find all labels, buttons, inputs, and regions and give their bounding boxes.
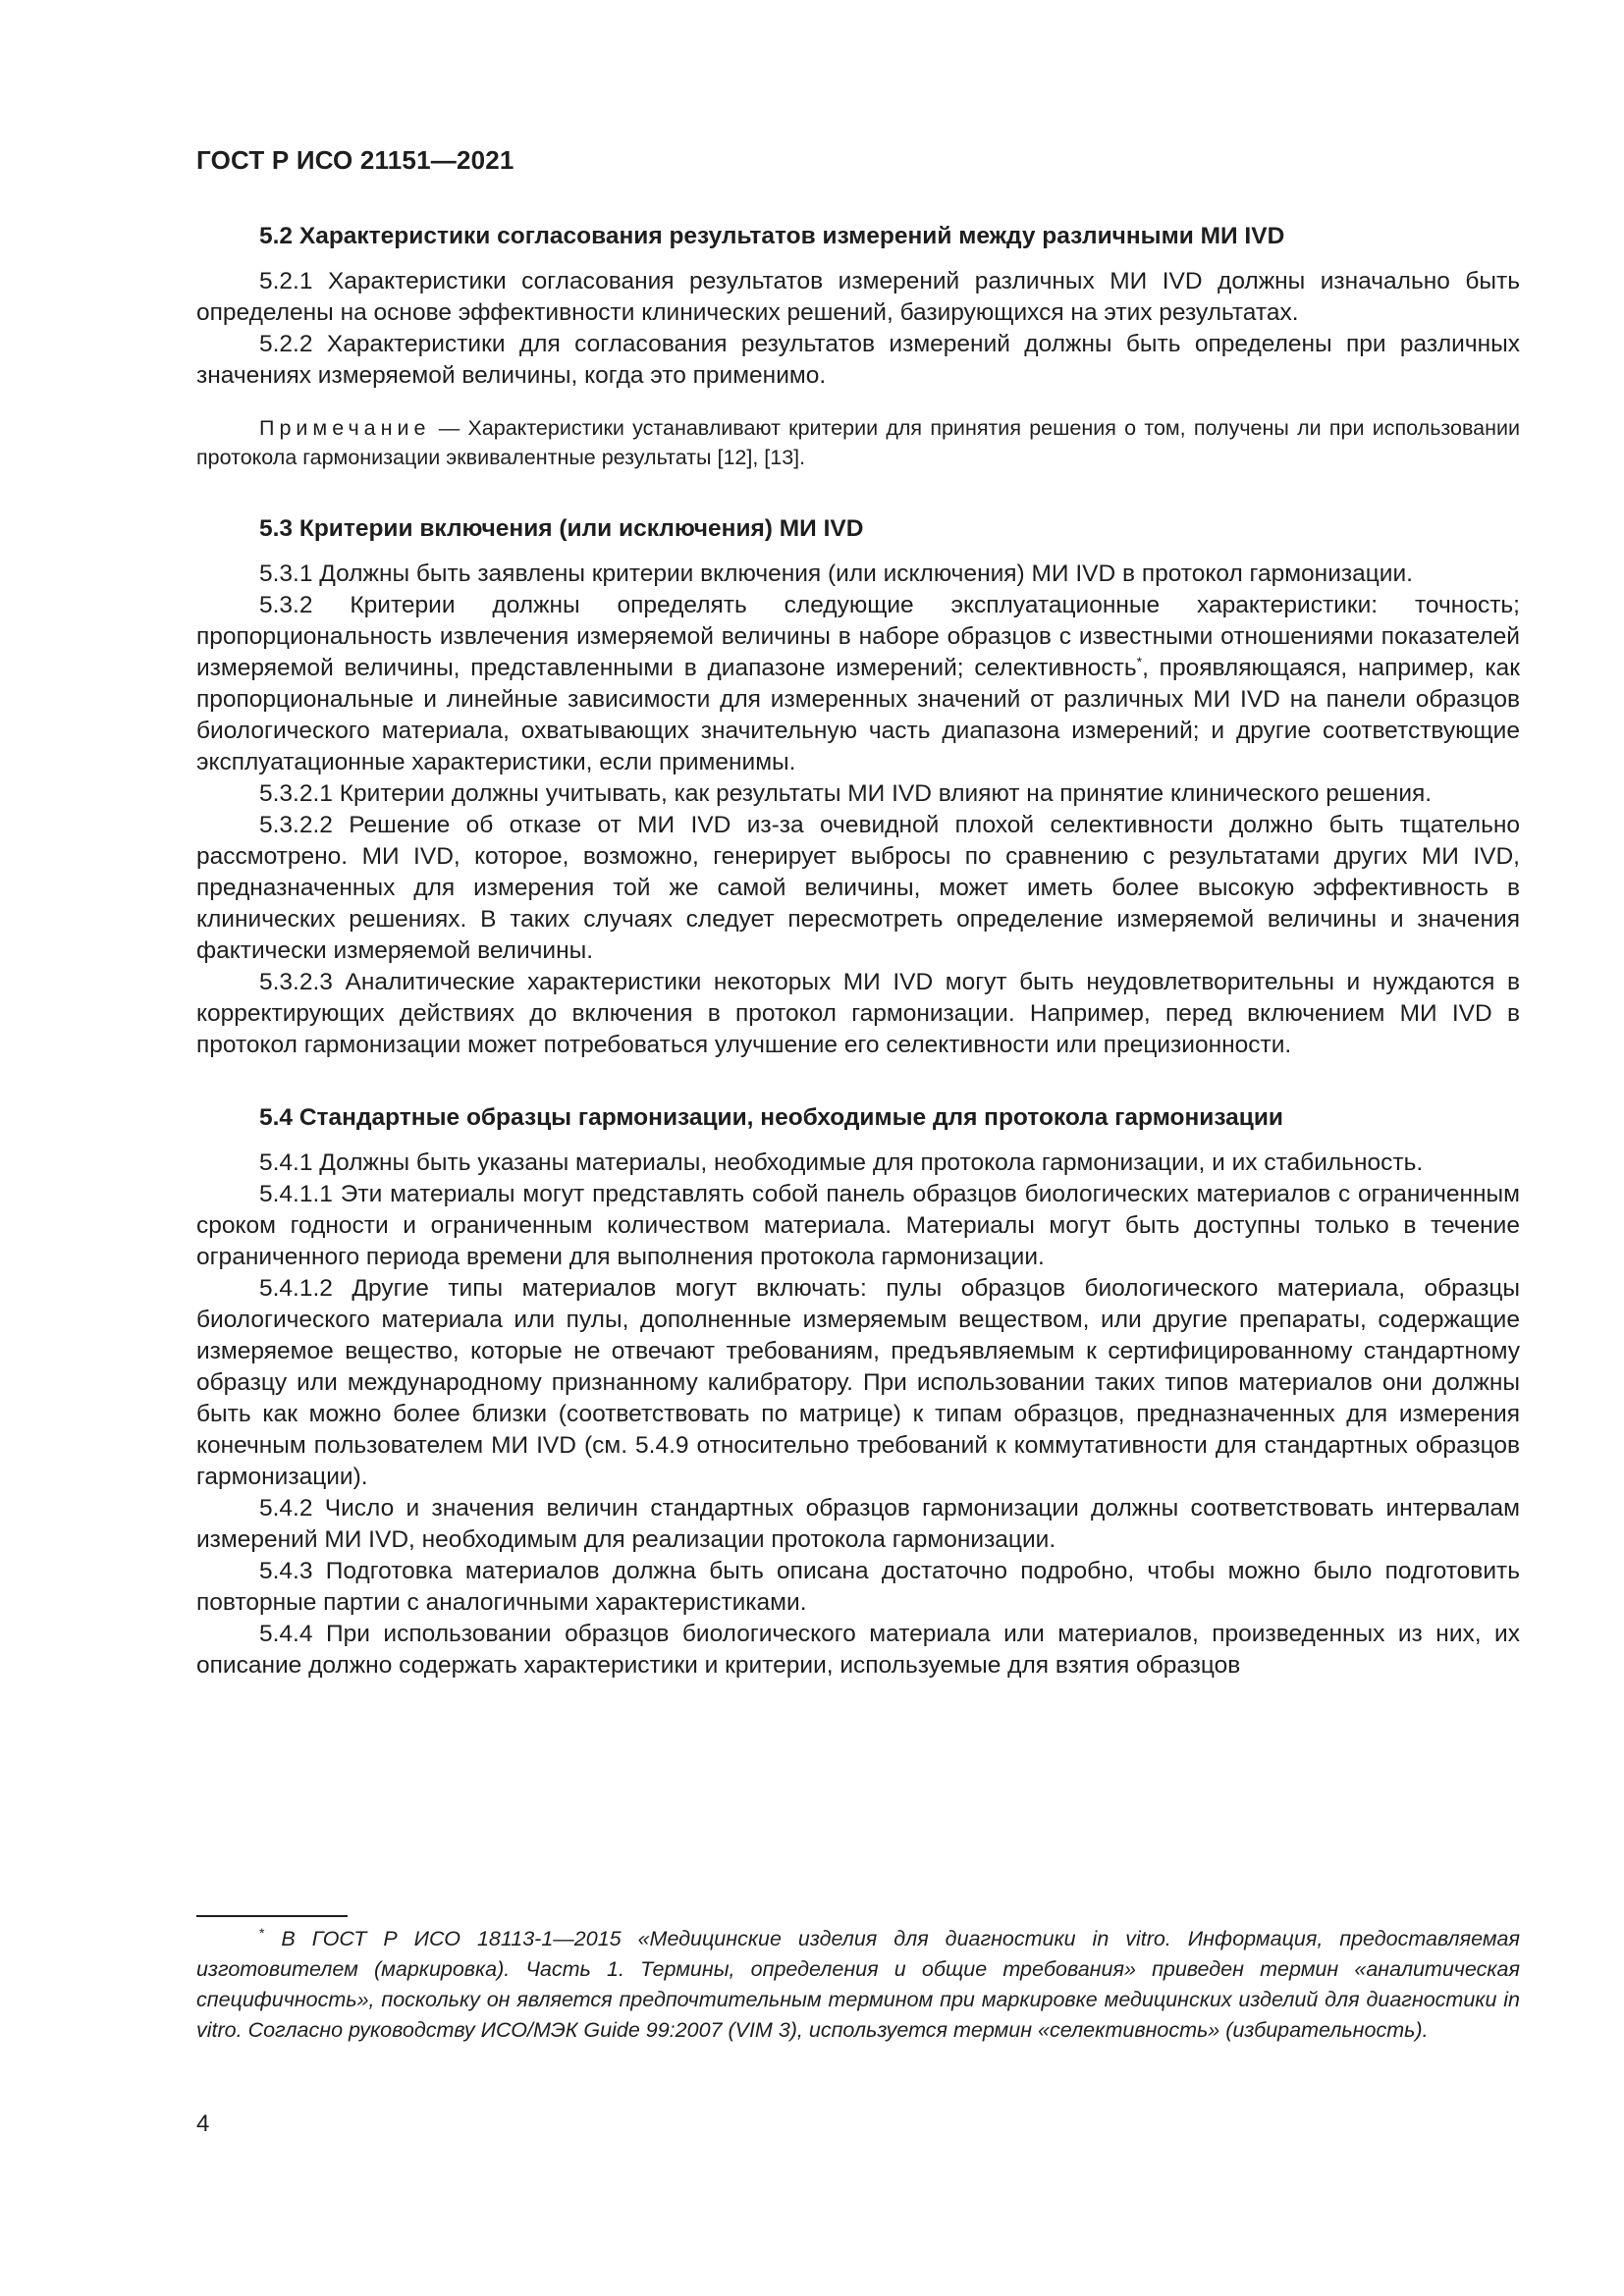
paragraph-5-4-4: 5.4.4 При использовании образцов биологического материала или материалов, произведенных из них, их описание должно содержать характеристики и критерии, используемые для взятия образцов — [196, 1621, 1520, 1679]
note-paragraph — [196, 413, 1520, 472]
paragraph-5-3-2 — [196, 590, 1520, 778]
paragraph-5-4-3: 5.4.3 Подготовка материалов должна быть описана достаточно подробно, чтобы можно было подготовить повторные партии с аналогичными характеристиками. — [196, 1558, 1520, 1616]
paragraph-5-3-2-2: 5.3.2.2 Решение об отказе от МИ IVD из-за очевидной плохой селективности должно быть тщательно рассмотрено. МИ IVD, которое, возможно, генерирует выбросы по сравнению с результатами других МИ IVD, предназначенных для измерения той же самой величины, может иметь более высокую эффективность в клинических решениях. В таких случаях следует пересмотреть определение измеряемой величины и значения фактически измеряемой величины. — [196, 812, 1520, 964]
footnote-mark: * — [259, 1924, 265, 1941]
footnote-text: В ГОСТ Р ИСО 18113-1—2015 «Медицинские изделия для диагностики in vitro. Информация, предоставляемая изготовителем (маркировка). Часть 1. Термины, определения и общие требования» приведен термин «аналитическая специфичность», поскольку он является предпочтительным термином при маркировке медицинских изделий для диагностики in vitro. Согласно руководству ИСО/МЭК Guide 99:2007 (VIM 3), используется термин «селективность» (избирательность). — [196, 1927, 1520, 2042]
paragraph-5-4-1: 5.4.1 Должны быть указаны материалы, необходимые для протокола гармонизации, и их стабильность. — [259, 1149, 1424, 1176]
footnote-divider — [196, 1915, 348, 1917]
paragraph-5-4-1-2: 5.4.1.2 Другие типы материалов могут включать: пулы образцов биологического материала, образцы биологического материала или пулы, дополненные измеряемым веществом, или другие препараты, содержащие измеряемое вещество, которые не отвечают требованиям, предъявляемым к сертифицированному стандартному образцу или международному признанному калибратору. При использовании таких типов материалов они должны быть как можно более близки (соответствовать по матрице) к типам образцов, предназначенных для измерения конечным пользователем МИ IVD (см. 5.4.9 относительно требований к коммутативности для стандартных образцов гармонизации). — [196, 1275, 1520, 1490]
note-text: — Характеристики устанавливают критерии для принятия решения о том, получены ли при использовании протокола гармонизации эквивалентные результаты [12], [13]. — [196, 416, 1520, 469]
paragraph-5-3-2-3: 5.3.2.3 Аналитические характеристики некоторых МИ IVD могут быть неудовлетворительны и нуждаются в корректирующих действиях до включения в протокол гармонизации. Например, перед включением МИ IVD в протокол гармонизации может потребоваться улучшение его селективности или прецизионности. — [196, 969, 1520, 1058]
section-heading-5-3: 5.3 Критерии включения (или исключения) МИ IVD — [259, 515, 864, 542]
paragraph-5-3-2-part2: , проявляющаяся, например, как пропорциональные и линейные зависимости для измеренных значений от различных МИ IVD на панели образцов биологического материала, охватывающих значительную часть диапазона измерений; и другие соответствующие эксплуатационные характеристики, если применимы. — [196, 655, 1520, 775]
paragraph-5-4-2: 5.4.2 Число и значения величин стандартных образцов гармонизации должны соответствовать интервалам измерений МИ IVD, необходимым для реализации протокола гармонизации. — [196, 1495, 1520, 1553]
document-body — [196, 221, 1520, 1682]
paragraph-5-4-1-1: 5.4.1.1 Эти материалы могут представлять собой панель образцов биологических материалов с ограниченным сроком годности и ограниченным количеством материала. Материалы могут быть доступны только в течение ограниченного периода времени для выполнения протокола гармонизации. — [196, 1181, 1520, 1270]
paragraph-5-3-2-1: 5.3.2.1 Критерии должны учитывать, как результаты МИ IVD влияют на принятие клинического решения. — [259, 780, 1433, 807]
paragraph-5-3-2-part1: 5.3.2 Критерии должны определять следующие эксплуатационные характеристики: точность; пропорциональность извлечения измеряемой величины в наборе образцов с известными отношениями показателей измеряемой величины, представленными в диапазоне измерений; селективность — [196, 592, 1520, 681]
footnote-reference: * — [1136, 653, 1143, 669]
paragraph-5-3-1: 5.3.1 Должны быть заявлены критерии включения (или исключения) МИ IVD в протокол гармонизации. — [259, 561, 1413, 587]
document-header: ГОСТ Р ИСО 21151—2021 — [196, 145, 514, 175]
page-number: 4 — [196, 2110, 210, 2137]
paragraph-5-2-2: 5.2.2 Характеристики для согласования результатов измерений должны быть определены при различных значениях измеряемой величины, когда это применимо. — [196, 331, 1520, 389]
footnote — [196, 1924, 1520, 2046]
paragraph-5-2-1: 5.2.1 Характеристики согласования результатов измерений различных МИ IVD должны изначально быть определены на основе эффективности клинических решений, базирующихся на этих результатах. — [196, 268, 1520, 326]
section-heading-5-4: 5.4 Стандартные образцы гармонизации, необходимые для протокола гармонизации — [259, 1104, 1283, 1131]
section-heading-5-2: 5.2 Характеристики согласования результатов измерений между различными МИ IVD — [259, 223, 1285, 249]
note-label: Примечание — [259, 416, 431, 440]
